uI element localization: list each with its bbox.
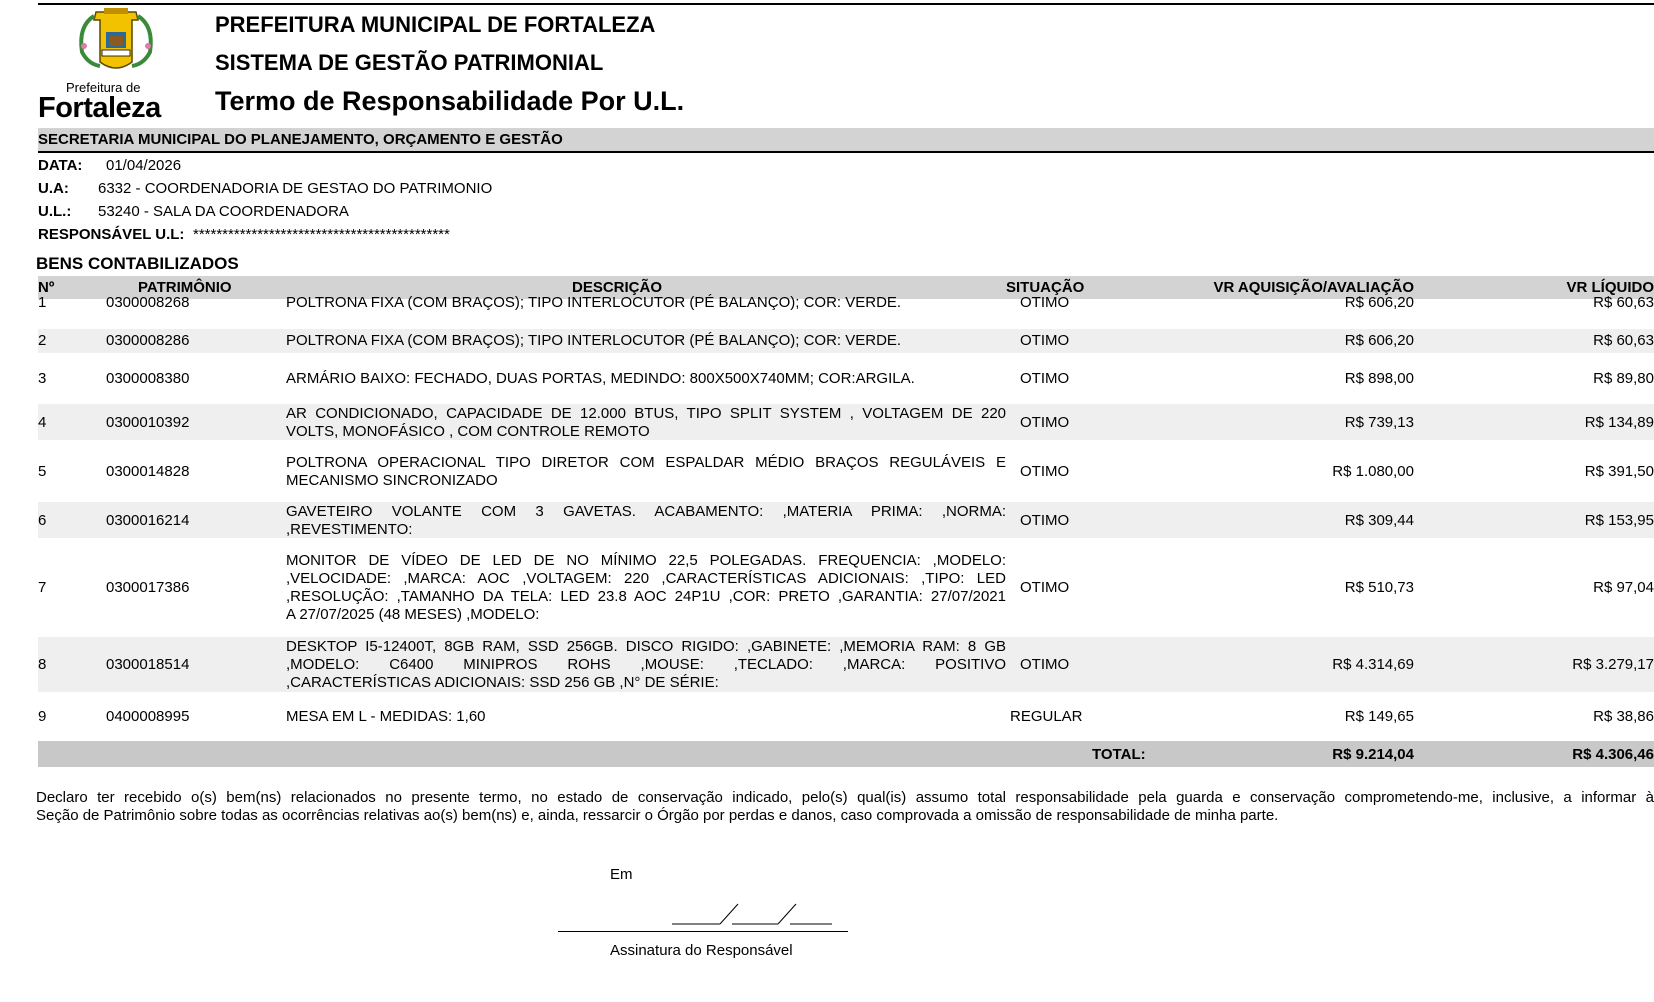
descricao-line: GAVETEIRO VOLANTE COM 3 GAVETAS. ACABAMENTO: ,MATERIA PRIMA: ,NORMA: xyxy=(286,503,1006,520)
document-title: Termo de Responsabilidade Por U.L. xyxy=(215,86,685,116)
row-number: 1 xyxy=(38,294,47,311)
row-vr-aquisicao: R$ 510,73 xyxy=(1344,579,1414,596)
coat-of-arms-icon xyxy=(66,6,166,80)
descricao-line: ,MODELO: C6400 MINIPROS ROHS ,MOUSE: ,TECLADO: ,MARCA: POSITIVO xyxy=(286,656,1006,673)
header-n: Nº xyxy=(38,279,55,296)
row-situacao: OTIMO xyxy=(1020,370,1070,387)
descricao-line: ARMÁRIO BAIXO: FECHADO, DUAS PORTAS, MEDINDO: 800X500X740MM; COR:ARGILA. xyxy=(286,370,915,387)
row-number: 7 xyxy=(38,579,47,596)
row-vr-aquisicao: R$ 309,44 xyxy=(1344,512,1414,529)
date-em-label: Em xyxy=(610,866,633,883)
table-row xyxy=(38,367,1654,391)
declaration-line: Declaro ter recebido o(s) bem(ns) relacionados no presente termo, no estado de conservação indicado, pelo(s) qual(is) assumo total responsabilidade pela guarda e conservação comprometendo-me, inclusive, a informar à xyxy=(36,789,1654,806)
header-vr-aquisicao: VR AQUISIÇÃO/AVALIAÇÃO xyxy=(1213,279,1414,296)
descricao-line: DESKTOP I5-12400T, 8GB RAM, SSD 256GB. DISCO RIGIDO: ,GABINETE: ,MEMORIA RAM: 8 GB xyxy=(286,638,1006,655)
row-vr-liquido: R$ 89,80 xyxy=(1593,370,1654,387)
declaration-line: Seção de Patrimônio sobre todas as ocorrências relativas ao(s) bem(ns) e, ainda, ressarcir o Órgão por perdas e danos, caso comprovada a omissão de responsabilidade de minha parte. xyxy=(36,807,1279,824)
header-patrimonio: PATRIMÔNIO xyxy=(138,279,232,296)
row-patrimonio: 0300014828 xyxy=(106,463,190,480)
row-number: 9 xyxy=(38,708,47,725)
descricao-line: MONITOR DE VÍDEO DE LED DE NO MÍNIMO 22,5 POLEGADAS. FREQUENCIA: ,MODELO: xyxy=(286,552,1006,569)
row-vr-liquido: R$ 3.279,17 xyxy=(1572,656,1654,673)
row-number: 3 xyxy=(38,370,47,387)
row-situacao: REGULAR xyxy=(1010,708,1083,725)
top-rule xyxy=(38,3,1654,5)
signature-label: Assinatura do Responsável xyxy=(610,942,793,959)
table-row xyxy=(38,637,1654,692)
descricao-line: VOLTS, MONOFÁSICO , COM CONTROLE REMOTO xyxy=(286,423,650,440)
logo-big-text: Fortaleza xyxy=(38,92,161,124)
table-row xyxy=(38,705,1654,729)
row-vr-aquisicao: R$ 606,20 xyxy=(1344,294,1414,311)
system-title: SISTEMA DE GESTÃO PATRIMONIAL xyxy=(215,50,604,75)
ua-label: U.A: xyxy=(38,180,69,197)
row-patrimonio: 0300016214 xyxy=(106,512,190,529)
row-situacao: OTIMO xyxy=(1020,463,1070,480)
header-situacao: SITUAÇÃO xyxy=(1006,279,1085,296)
row-vr-aquisicao: R$ 1.080,00 xyxy=(1332,463,1414,480)
responsavel-value: ******************************************** xyxy=(193,226,450,243)
total-vr-liquido: R$ 4.306,46 xyxy=(1572,746,1654,763)
row-patrimonio: 0300018514 xyxy=(106,656,190,673)
row-vr-aquisicao: R$ 898,00 xyxy=(1344,370,1414,387)
row-descricao xyxy=(286,708,1006,726)
row-descricao xyxy=(286,370,1006,388)
row-patrimonio: 0300008268 xyxy=(106,294,190,311)
row-descricao xyxy=(286,454,1006,490)
row-vr-liquido: R$ 134,89 xyxy=(1584,414,1654,431)
fortaleza-logo xyxy=(38,6,188,122)
responsavel-label: RESPONSÁVEL U.L: xyxy=(38,226,185,243)
row-descricao xyxy=(286,405,1006,441)
table-row xyxy=(38,551,1654,625)
descricao-line: AR CONDICIONADO, CAPACIDADE DE 12.000 BTUS, TIPO SPLIT SYSTEM , VOLTAGEM DE 220 xyxy=(286,405,1006,422)
descricao-line: POLTRONA FIXA (COM BRAÇOS); TIPO INTERLOCUTOR (PÉ BALANÇO); COR: VERDE. xyxy=(286,294,902,311)
logo-small-text: Prefeitura de xyxy=(66,80,141,95)
secretaria-bar xyxy=(38,128,1654,153)
row-number: 2 xyxy=(38,332,47,349)
row-situacao: OTIMO xyxy=(1020,579,1070,596)
ua-value: 6332 - COORDENADORIA DE GESTAO DO PATRIMONIO xyxy=(98,180,493,197)
total-label: TOTAL: xyxy=(1092,746,1146,763)
descricao-line: ,RESOLUÇÃO: ,TAMANHO DA TELA: LED 23.8 AOC 24P1U ,COR: PRETO ,GARANTIA: 27/07/2021 xyxy=(286,588,1006,605)
table-row xyxy=(38,404,1654,440)
row-patrimonio: 0300008380 xyxy=(106,370,190,387)
row-number: 5 xyxy=(38,463,47,480)
ul-label: U.L.: xyxy=(38,203,72,220)
descricao-line: MECANISMO SINCRONIZADO xyxy=(286,472,498,489)
row-vr-aquisicao: R$ 4.314,69 xyxy=(1332,656,1414,673)
row-number: 6 xyxy=(38,512,47,529)
row-vr-aquisicao: R$ 739,13 xyxy=(1344,414,1414,431)
row-vr-aquisicao: R$ 149,65 xyxy=(1344,708,1414,725)
row-situacao: OTIMO xyxy=(1020,656,1070,673)
data-label: DATA: xyxy=(38,157,83,174)
row-vr-liquido: R$ 60,63 xyxy=(1593,332,1654,349)
header-vr-liquido: VR LÍQUIDO xyxy=(1566,279,1654,296)
row-descricao xyxy=(286,552,1006,624)
descricao-line: ,VELOCIDADE: ,MARCA: AOC ,VOLTAGEM: 220 ,CARACTERÍSTICAS ADICIONAIS: ,TIPO: LED xyxy=(286,570,1006,587)
row-situacao: OTIMO xyxy=(1020,512,1070,529)
data-value: 01/04/2026 xyxy=(106,157,182,174)
organization-title: PREFEITURA MUNICIPAL DE FORTALEZA xyxy=(215,12,656,37)
section-title: BENS CONTABILIZADOS xyxy=(36,254,239,273)
table-row xyxy=(38,291,1654,315)
row-situacao: OTIMO xyxy=(1020,294,1070,311)
row-situacao: OTIMO xyxy=(1020,414,1070,431)
descricao-line: A 27/07/2025 (48 MESES) ,MODELO: xyxy=(286,606,540,623)
secretaria-name: SECRETARIA MUNICIPAL DO PLANEJAMENTO, ORÇAMENTO E GESTÃO xyxy=(38,131,563,148)
table-row xyxy=(38,502,1654,538)
row-descricao xyxy=(286,503,1006,539)
signature-line xyxy=(558,931,848,932)
row-patrimonio: 0300010392 xyxy=(106,414,190,431)
ul-value: 53240 - SALA DA COORDENADORA xyxy=(98,203,349,220)
row-descricao xyxy=(286,638,1006,692)
row-vr-liquido: R$ 97,04 xyxy=(1593,579,1654,596)
table-row xyxy=(38,329,1654,353)
row-vr-liquido: R$ 153,95 xyxy=(1584,512,1654,529)
row-number: 4 xyxy=(38,414,47,431)
row-vr-aquisicao: R$ 606,20 xyxy=(1344,332,1414,349)
row-patrimonio: 0300017386 xyxy=(106,579,190,596)
row-situacao: OTIMO xyxy=(1020,332,1070,349)
descricao-line: MESA EM L - MEDIDAS: 1,60 xyxy=(286,708,486,725)
table-row xyxy=(38,453,1654,489)
descricao-line: ,CARACTERÍSTICAS ADICIONAIS: SSD 256 GB ,N° DE SÉRIE: xyxy=(286,674,719,691)
row-vr-liquido: R$ 38,86 xyxy=(1593,708,1654,725)
date-blank-lines xyxy=(664,900,834,930)
row-descricao xyxy=(286,294,1006,312)
row-patrimonio: 0300008286 xyxy=(106,332,190,349)
descricao-line: POLTRONA FIXA (COM BRAÇOS); TIPO INTERLOCUTOR (PÉ BALANÇO); COR: VERDE. xyxy=(286,332,902,349)
row-vr-liquido: R$ 391,50 xyxy=(1584,463,1654,480)
row-descricao xyxy=(286,332,1006,350)
row-number: 8 xyxy=(38,656,47,673)
row-patrimonio: 0400008995 xyxy=(106,708,190,725)
descricao-line: ,REVESTIMENTO: xyxy=(286,521,413,538)
declaration-text xyxy=(36,789,1654,825)
header-descricao: DESCRIÇÃO xyxy=(572,279,663,296)
descricao-line: POLTRONA OPERACIONAL TIPO DIRETOR COM ESPALDAR MÉDIO BRAÇOS REGULÁVEIS E xyxy=(286,454,1006,471)
total-row xyxy=(38,741,1654,767)
row-vr-liquido: R$ 60,63 xyxy=(1593,294,1654,311)
total-vr-aquisicao: R$ 9.214,04 xyxy=(1332,746,1414,763)
